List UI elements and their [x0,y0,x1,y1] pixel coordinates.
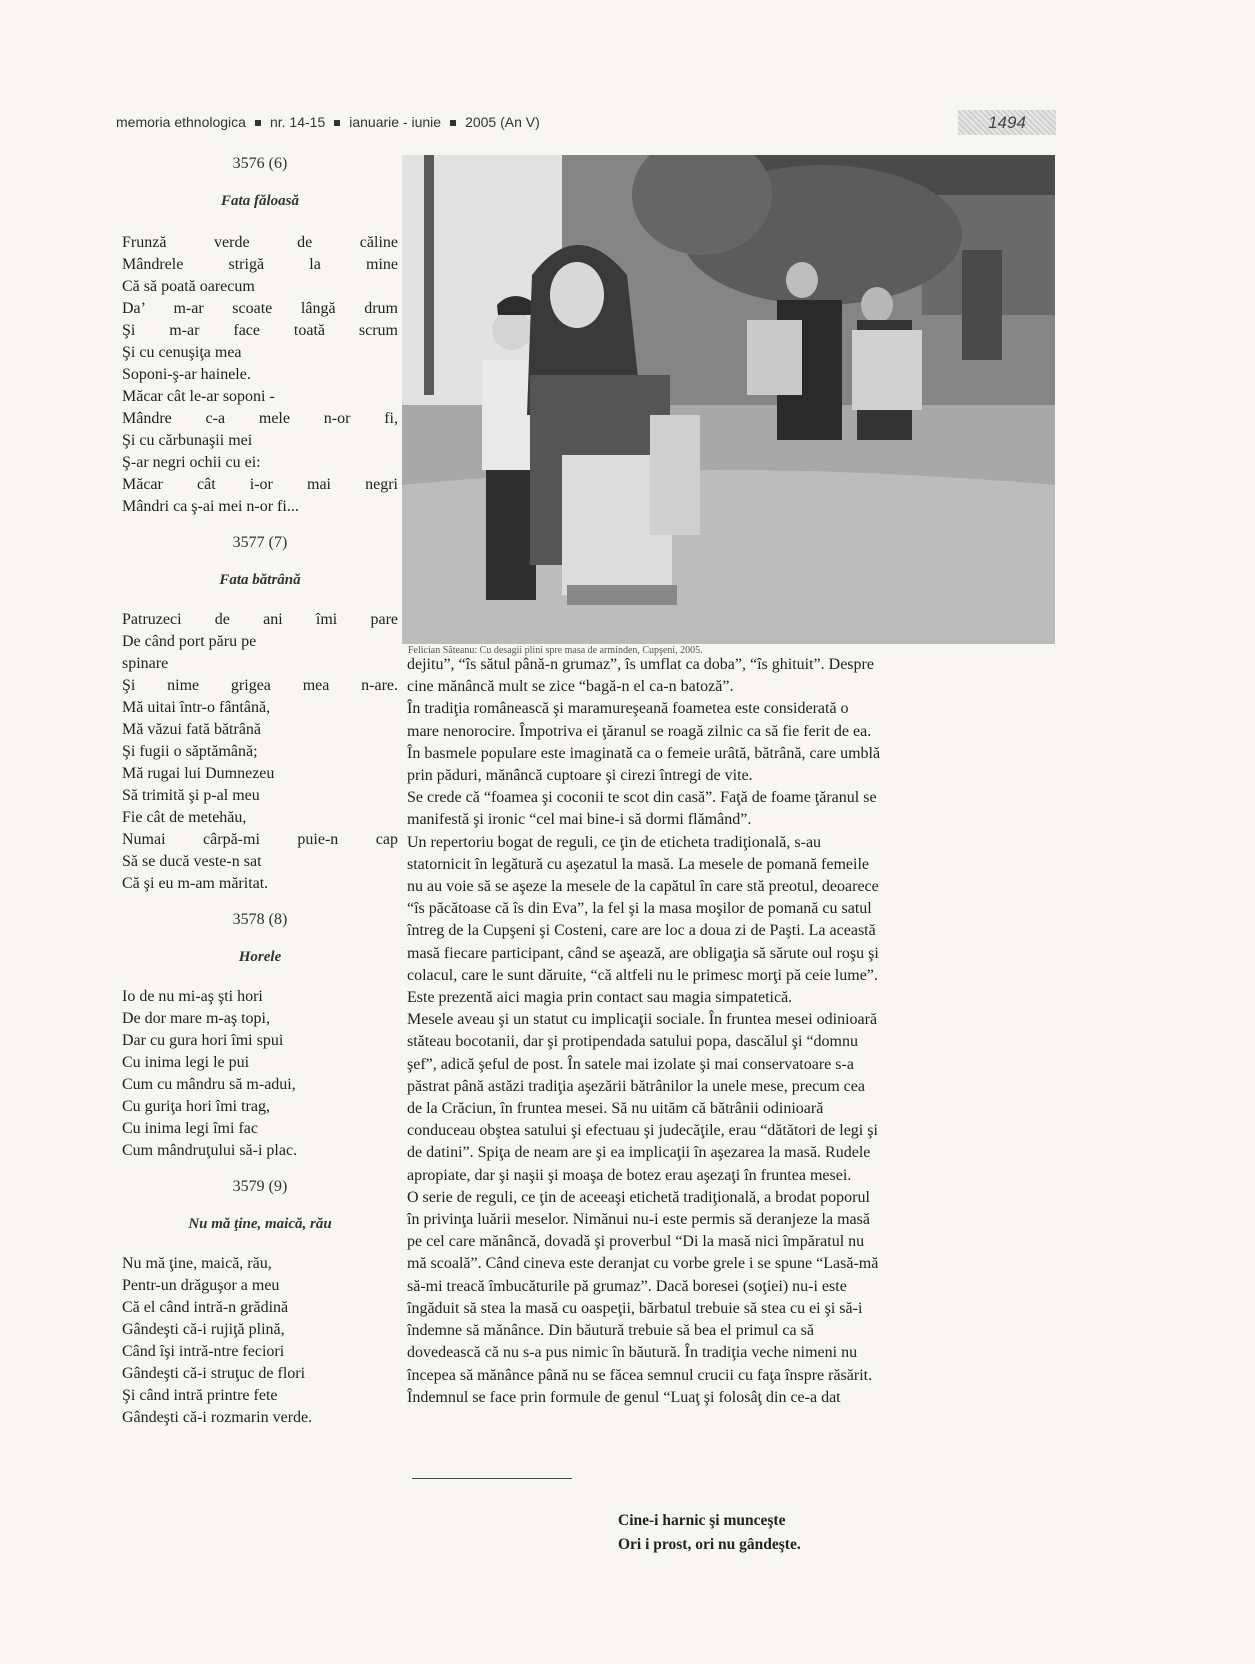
verse-line: spinare [122,655,169,672]
text-line: începea să mănânce până nu se făcea semnul crucii cu faţa înspre răsărit. [407,1366,873,1384]
verse-line: Ş-ar negri ochii cu ei: [122,454,261,471]
verse-line: Cu inima legi îmi fac [122,1120,258,1137]
closing-motto [618,1509,801,1557]
verse-line: Măcar cât le-ar soponi - [122,388,275,405]
poem [122,1178,398,1429]
text-line: păstrat până astăzi tradiţia aşezării bătrânilor la unele mese, precum cea [407,1077,865,1095]
page-header [116,110,1056,134]
text-line: întreg de la Cupşeni şi Costeni, care are loc a doua zi de Paşti. La această [407,922,876,940]
text-line: în privinţa luării meselor. Nimănui nu-i este permis să deranjeze la masă [407,1211,870,1229]
poem-number: 3578 (8) [232,911,288,928]
text-line: Este prezentă aici magia prin contact sau magia simpatetică. [407,989,793,1007]
poem-title: Fata făloasă [221,193,299,209]
photo-illustration [402,155,1055,644]
text-line: nu au voie să se aşeze la mesele de la capătul în care stă preotul, deoarece [407,878,879,896]
poem-number: 3577 (7) [232,534,288,551]
text-line: Se crede că “foamea şi coconii te scot din casă”. Faţă de foame ţăranul se [407,789,877,807]
text-line: şef”, adică şeful de post. În satele mai izolate şi mai conservatoare s-a [407,1055,854,1073]
text-line: În basmele populare este imaginată ca o femeie urâtă, bătrână, care umblă [407,744,881,762]
text-line: colacul, care le sunt dăruite, “că altfeli nu le primesc morţi pă ceie lume”. [407,966,878,984]
text-line: Un repertoriu bogat de reguli, ce ţin de eticheta tradiţională, s-au [407,833,822,851]
verse-line: Că să poată oarecum [122,278,255,295]
verse-line: Şi m-ar face toată scrum [122,322,398,339]
text-line: masă fiecare participant, când se aşează, are obligaţia să sărute oul roşu şi [407,944,879,962]
verse-line: Cu inima legi le pui [122,1054,250,1071]
square-bullet-icon [450,120,456,126]
poem-body [122,232,398,518]
text-line: “îs păcătoase că îs din Eva”, la fel şi la masa moşilor de pomană cu satul [407,900,872,918]
text-line: O serie de reguli, ce ţin de aceeaşi etichetă tradiţională, a brodat poporul [407,1188,870,1206]
text-line: statornicit în legătură cu aşezatul la masă. La mesele de pomană femeile [407,855,870,873]
verse-line: Patruzeci de ani îmi pare [122,611,398,628]
poem-title: Horele [238,949,282,965]
journal-name: memoria ethnologica [116,114,246,130]
poem [122,911,398,1162]
verse-line: Că el când intră-n grădină [122,1299,289,1316]
motto-line: Ori i prost, ori nu gândeşte. [618,1536,801,1553]
verse-line: Şi când intră printre fete [122,1387,278,1404]
text-line: îngăduit să stea la masă cu oaspeţii, bărbatul trebuie să stea cu ei şi să-i [407,1299,863,1317]
verse-line: De când port păru pe [122,633,257,650]
text-line: manifestă şi ironic “cel mai bine-i să dormi flămând”. [407,811,752,829]
poem [122,534,398,895]
verse-line: De dor mare m-aş topi, [122,1010,270,1027]
verse-line: Gândeşti că-i rujiţă plină, [122,1321,285,1338]
verse-line: Şi cu cărbunaşii mei [122,432,253,449]
text-line: dovedească că nu s-a pus nimic în băutură. În tradiţia veche nimeni nu [407,1344,858,1362]
article-text [407,654,1055,1409]
verse-line: Frunză verde de căline [122,234,398,251]
page-number: 1494 [958,110,1056,135]
photograph [402,155,1055,644]
poems-column [122,155,398,1429]
issue-year: 2005 (An V) [465,114,540,130]
text-line: pe cel care mănâncă, dovadă şi proverbul “Di la masă nici împăratul nu [407,1233,865,1251]
verse-line: Soponi-ş-ar hainele. [122,366,251,383]
square-bullet-icon [334,120,340,126]
journal-line [116,114,540,130]
poem-title: Fata bătrână [219,572,301,588]
poem-number: 3579 (9) [232,1178,288,1195]
issue-number: nr. 14-15 [269,114,326,130]
verse-line: Mă uitai într-o fântână, [122,699,271,716]
text-line: Îndemnul se face prin formule de genul “Luaţ şi folosâţ din ce-a dat [407,1388,841,1406]
verse-line: Mândre c-a mele n-or fi, [122,410,398,427]
verse-line: Să se ducă veste-n sat [122,853,262,870]
verse-line: Mândri ca ş-ai mei n-or fi... [122,498,299,515]
text-line: dejitu”, “îs sătul până-n grumaz”, îs umflat ca doba”, “îs ghituit”. Despre [407,656,874,673]
verse-line: Cu guriţa hori îmi trag, [122,1098,270,1115]
poem-title: Nu mă ţine, maică, rău [188,1216,332,1232]
motto-line: Cine-i harnic şi munceşte [618,1512,786,1529]
text-line: Mesele aveau şi un statut cu implicaţii sociale. În fruntea mesei odinioară [407,1011,878,1029]
verse-line: Mă rugai lui Dumnezeu [122,765,275,782]
verse-line: Şi fugii o săptămână; [122,743,258,760]
verse-line: Cum cu mândru să m-adui, [122,1076,296,1093]
verse-line: Gândeşti că-i rozmarin verde. [122,1409,313,1426]
verse-line: Pentr-un drăguşor a meu [122,1277,280,1294]
poem-number: 3576 (6) [232,155,288,172]
text-line: de la Crăciun, în fruntea mesei. Să nu uităm că bătrânii odinioară [407,1100,824,1118]
verse-line: Mă văzui fată bătrână [122,721,262,738]
verse-line: Nu mă ţine, maică, rău, [122,1255,272,1272]
poem-body [122,609,398,895]
text-line: cine mănâncă mult se zice “bagă-n el ca-n batoză”. [407,678,734,696]
verse-line: Şi cu cenuşiţa mea [122,344,242,361]
verse-line: Cum mândruţului să-i plac. [122,1142,298,1159]
text-line: de datini”. Spiţa de neam are şi ea implicaţii în aşezarea la masă. Rudele [407,1144,871,1162]
verse-line: Da’ m-ar scoate lângă drum [122,300,398,317]
verse-line: Dar cu gura hori îmi spui [122,1032,284,1049]
text-line: stăteau bocotanii, dar şi protipendada satului popa, dascălul şi “domnu [407,1033,858,1051]
verse-line: Măcar cât i-or mai negri [122,476,398,493]
text-line: conduceau obştea satului şi efectuau şi judecăţile, erau “dătători de legi şi [407,1122,878,1140]
square-bullet-icon [255,120,261,126]
verse-line: Mândrele strigă la mine [122,256,398,273]
verse-line: Gândeşti că-i struţuc de flori [122,1365,306,1382]
poem [122,155,398,518]
verse-line: Să trimită şi p-al meu [122,787,260,804]
verse-line: Io de nu mi-aş şti hori [122,988,263,1005]
text-line: mă scoală”. Când cineva este deranjat cu vorbe grele i se spune “Lasă-mă [407,1255,879,1273]
text-line: În tradiţia românească şi maramureşeană foametea este considerată o [407,700,849,718]
verse-line: Fie cât de metehău, [122,809,247,826]
poem-body [122,1253,398,1429]
text-line: îndemne să mănânce. Din băutură trebuie să bea el primul ca să [407,1322,814,1340]
verse-line: Şi nime grigea mea n-are. [122,677,398,694]
verse-line: Când îşi intră-ntre feciori [122,1343,285,1360]
verse-line: Numai cârpă-mi puie-n cap [122,831,398,848]
text-line: să-mi treacă îmbucăturile pă grumaz”. Dacă boresei (soţiei) nu-i este [407,1277,847,1295]
text-line: apropiate, dar şi naşii şi moaşa de botez erau aşezaţi în fruntea mesei. [407,1166,852,1184]
photo-caption: Felician Săteanu: Cu desagii plini spre masa de arminden, Cupşeni, 2005. [408,645,703,656]
footnote-divider [412,1478,572,1479]
issue-period: ianuarie - iunie [349,114,442,130]
text-line: prin păduri, mănâncă cuptoare şi cirezi întregi de vite. [407,767,753,785]
verse-line: Că şi eu m-am măritat. [122,875,269,892]
text-line: mare nenorocire. Împotriva ei ţăranul se roagă zilnic ca să fie ferit de ea. [407,722,872,740]
poem-body [122,986,398,1162]
